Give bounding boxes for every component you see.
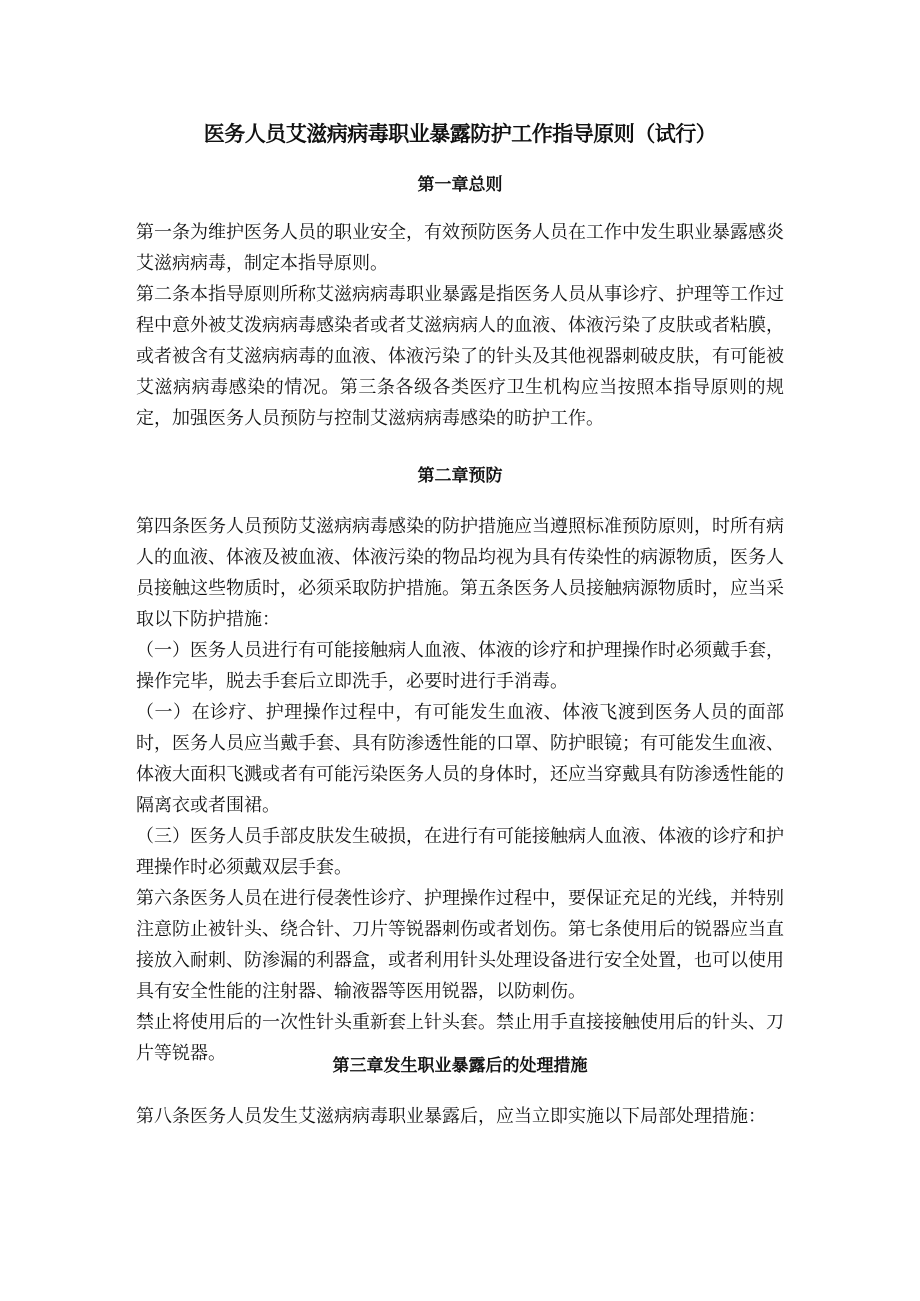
chapter-1-heading: 第一章总则 <box>417 175 503 195</box>
measure-2-paragraph: （一）在诊疗、护理操作过程中，有可能发生血液、体液飞渡到医务人员的面部时，医务人员应当戴手套、具有防渗透性能的口罩、防护眼镜；有可能发生血液、体液大面积飞溅或者有可能污染医务人员的身体时，还应当穿戴具有防渗透性能的隔离衣或者围裙。 <box>136 702 784 816</box>
article-4-5-paragraph: 第四条医务人员预防艾滋病病毒感染的防护措施应当遵照标准预防原则，时所有病人的血液、体液及被血液、体液污染的物品均视为具有传染性的病源物质，医务人员接触这些物质时，必须采取防护措施。第五条医务人员接触病源物质时，应当采取以下防护措施： <box>136 516 784 630</box>
chapter-2-body <box>136 511 784 1069</box>
chapter-3-heading: 第三章发生职业暴露后的处理措施 <box>332 1056 588 1076</box>
document-title: 医务人员艾滋病病毒职业暴露防护工作指导原则（试行） <box>203 122 717 146</box>
article-2-3-paragraph: 第二条本指导原则所称艾滋病病毒职业暴露是指医务人员从事诊疗、护理等工作过程中意外被艾泼病病毒感染者或者艾滋病病人的血液、体液污染了皮肤或者粘膜，或者被含有艾滋病病毒的血液、体液污染了的针头及其他视器刺破皮肤，有可能被艾滋病病毒感染的情况。第三条各级各类医疗卫生机构应当按照本指导原则的规定，加强医务人员预防与控制艾滋病病毒感染的昉护工作。 <box>136 284 784 429</box>
article-1-paragraph: 第一条为维护医务人员的职业安全，有效预防医务人员在工作中发生职业暴露感炎艾滋病病毒，制定本指导原则。 <box>136 222 784 274</box>
chapter-3-body <box>136 1101 784 1132</box>
chapter-1-body <box>136 217 784 434</box>
article-6-7-paragraph: 第六条医务人员在进行侵袭性诊疗、护理操作过程中，要保证充足的光线，并特别注意防止被针头、绕合针、刀片等锐器刺伤或者划伤。第七条使用后的锐器应当直接放入耐刺、防渗漏的利器盒，或者利用针头处理设备进行安全处置，也可以使用具有安全性能的注射器、输液器等医用锐器，以防刺伤。 <box>136 888 784 1002</box>
chapter-2-heading: 第二章预防 <box>417 466 503 486</box>
measure-3-paragraph: （三）医务人员手部皮肤发生破损，在进行有可能接触病人血液、体液的诊疗和护理操作时必须戴双层手套。 <box>136 826 784 878</box>
prohibition-paragraph: 禁止将使用后的一次性针头重新套上针头套。禁止用手直接接触使用后的针头、刀片等锐器。 <box>136 1012 784 1064</box>
measure-1-paragraph: （一）医务人员进行有可能接触病人血液、体液的诊疗和护理操作时必须戴手套，操作完毕，脱去手套后立即洗手，必要时进行手消毒。 <box>136 640 784 692</box>
article-8-paragraph: 第八条医务人员发生艾滋病病毒职业暴露后，应当立即实施以下局部处理措施： <box>136 1106 766 1127</box>
